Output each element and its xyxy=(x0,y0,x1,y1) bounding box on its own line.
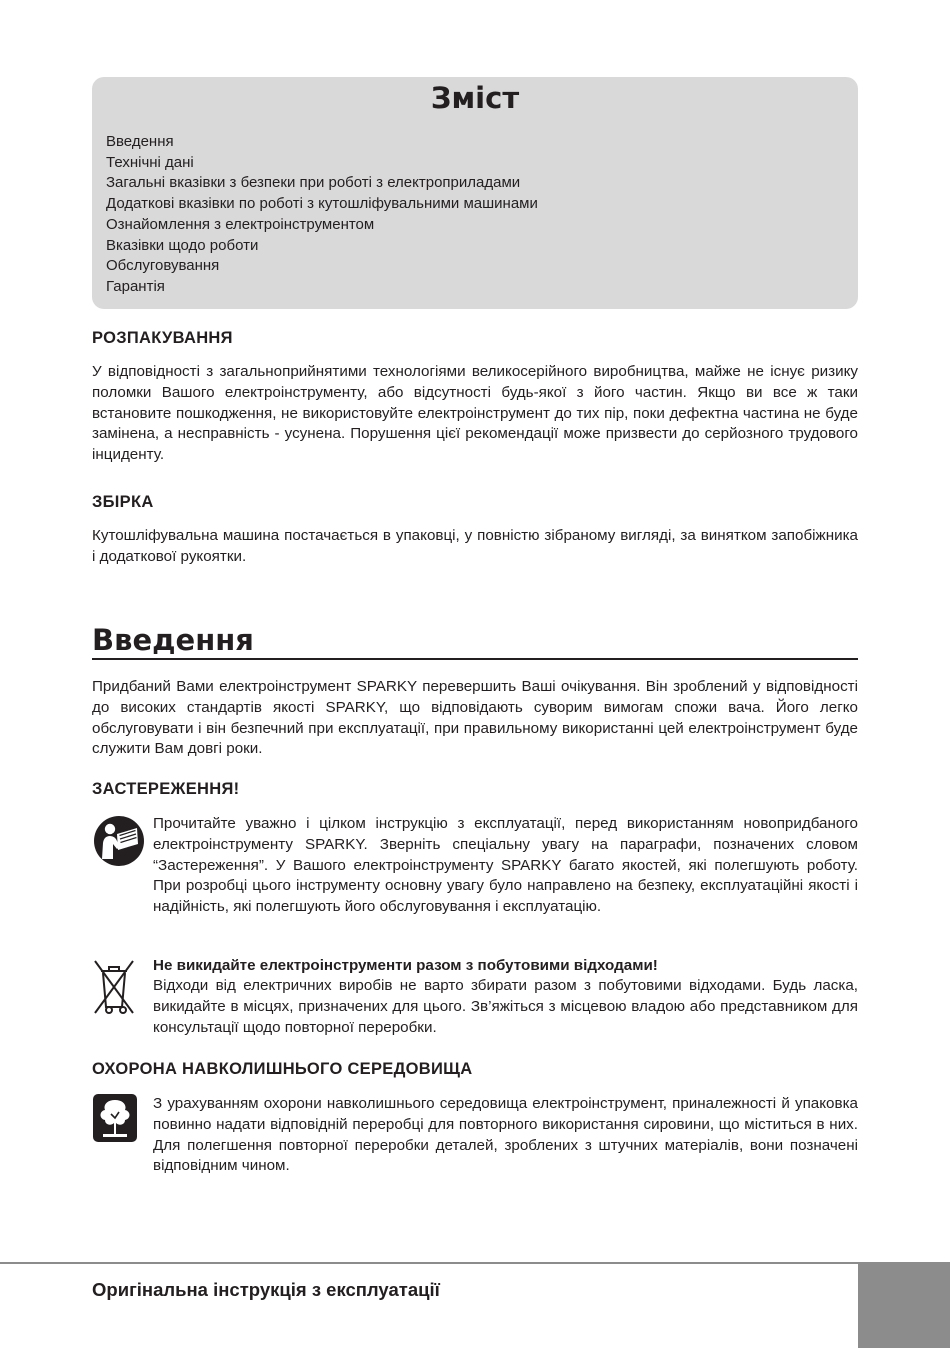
environment-heading: ОХОРОНА НАВКОЛИШНЬОГО СЕРЕДОВИЩА xyxy=(92,1060,473,1078)
toc-item[interactable]: Гарантія xyxy=(106,277,165,295)
toc-list xyxy=(106,132,538,298)
toc-item[interactable]: Ознайомлення з електроінструментом xyxy=(106,215,375,233)
crossed-bin-icon xyxy=(93,957,135,1015)
toc-item[interactable]: Технічні дані xyxy=(106,153,194,171)
unpacking-text: У відповідності з загальноприйнятими технологіями великосерійного виробництва, майже не існує ризику поломки Вашого електроінструменту, або відсутності будь-якої з його частин. Якщо ви все ж таки встановите пошкодження, не використовуйте електроінструмент до тих пір, поки дефектна частина не буде замінена, а несправність - усунена. Порушення цієї рекомендації може призвести до серйозного трудового інциденту. xyxy=(92,363,858,464)
toc-item[interactable]: Введення xyxy=(106,133,174,150)
intro-text: Придбаний Вами електроінструмент SPARKY перевершить Ваші очікування. Він зроблений у відповідності до високих стандартів якості SPARKY, що відповідають суворим вимогам спожи вача. Його легко обслуговувати і він безпечний при експлуатації, при правильному використанні цей електроінструмент буде служити Вам довгі роки. xyxy=(92,678,858,758)
assembly-text: Кутошліфувальна машина постачається в упаковці, у повністю зібраному вигляді, за винятком запобіжника і додаткової рукоятки. xyxy=(92,527,858,565)
footer-rule xyxy=(0,1262,858,1264)
footer-title: Оригінальна інструкція з експлуатації xyxy=(92,1279,440,1300)
warning-heading: ЗАСТЕРЕЖЕННЯ! xyxy=(92,780,240,798)
toc-item[interactable]: Загальні вказівки з безпеки при роботі з електроприладами xyxy=(106,174,521,192)
toc-item[interactable]: Додаткові вказівки по роботі з кутошліфувальними машинами xyxy=(106,195,538,213)
page-tab xyxy=(858,1262,950,1348)
intro-heading: Введення xyxy=(92,622,858,660)
environment-tree-icon xyxy=(93,1094,137,1142)
unpacking-heading: РОЗПАКУВАННЯ xyxy=(92,329,233,347)
read-manual-text: Прочитайте уважно і цілком інструкцію з експлуатації, перед використанням новопридбаного електроінструменту SPARKY. Зверніть спеціальну увагу на параграфи, позначених словом “Застереження”. У Вашого електроінструменту SPARKY багато якостей, які полегшують роботу. При розробці цього інструменту основну увагу було направлено на безпеку, експлуатаційні якості і надійність, які полегшують його обслуговування і експлуатацію. xyxy=(153,815,858,916)
toc-item[interactable]: Вказівки щодо роботи xyxy=(106,236,259,254)
toc-title: Зміст xyxy=(430,81,520,115)
toc-item[interactable]: Обслуговування xyxy=(106,257,220,275)
assembly-heading: ЗБІРКА xyxy=(92,493,154,511)
table-of-contents xyxy=(92,77,858,309)
read-manual-icon xyxy=(93,815,145,867)
disposal-warning-bold: Не викидайте електроінструменти разом з побутовими відходами! xyxy=(153,957,658,974)
disposal-text: Відходи від електричних виробів не варто збирати разом з побутовими відходами. Будь ласка, викидайте в місцях, призначених для цього. Зв’яжіться з місцевою владою або представником для консультації щодо повторної переробки. xyxy=(153,977,858,1036)
environment-text: З урахуванням охорони навколишнього середовища електроінструмент, приналежності й упаковка повинно надати відповідній переробці для повторного використання сировини, що міститься в них. Для полегшення повторної переробки деталей, зроблених з штучних матеріалів, вони позначені відповідним чином. xyxy=(153,1095,858,1175)
